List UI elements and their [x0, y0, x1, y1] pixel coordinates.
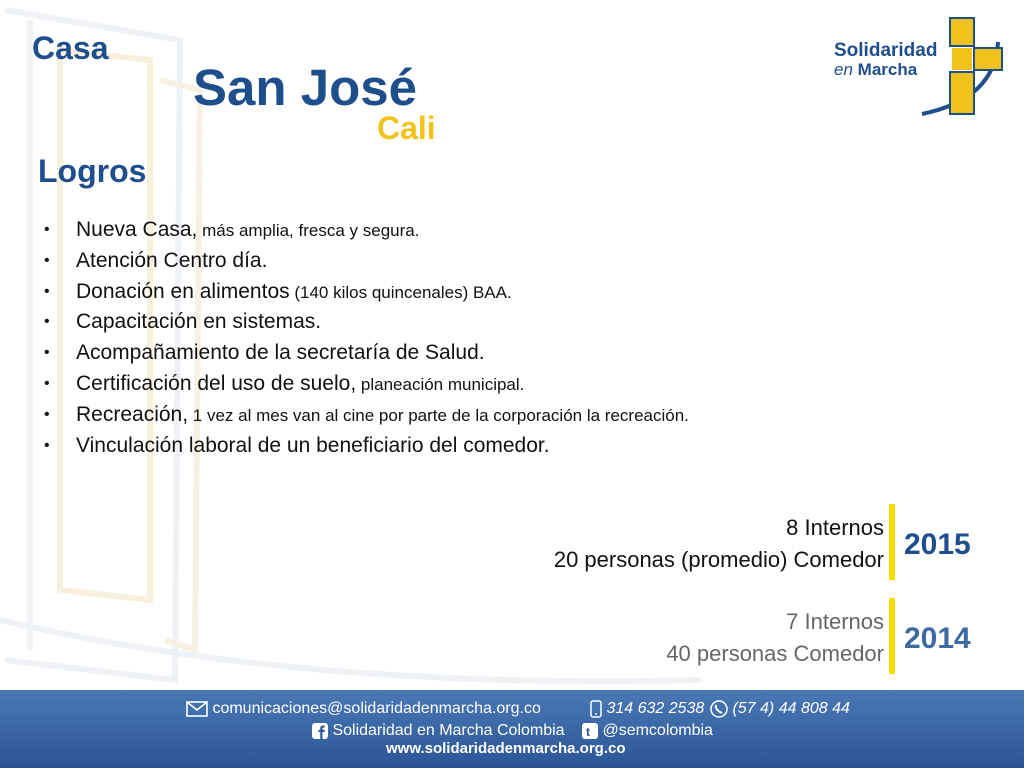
footer-twitter-row	[582, 722, 713, 740]
item-main: Donación en alimentos	[76, 279, 290, 303]
svg-text:t: t	[586, 724, 590, 739]
year-label-2014: 2014	[904, 622, 971, 655]
logo-text-line1: Solidaridad	[834, 40, 938, 61]
list-item: • Nueva Casa, más amplia, fresca y segura.	[44, 218, 420, 241]
list-item: • Donación en alimentos (140 kilos quincenales) BAA.	[44, 279, 512, 303]
phone-icon	[710, 700, 728, 718]
list-item: • Acompañamiento de la secretaría de Salud.	[44, 341, 485, 365]
stats-2014-internos: 7 Internos	[786, 609, 884, 634]
item-main: Nueva Casa,	[76, 218, 198, 241]
item-detail: planeación municipal.	[356, 374, 525, 394]
page-title: San José	[193, 59, 417, 116]
list-item: • Capacitación en sistemas.	[44, 310, 322, 334]
item-detail: 1 vez al mes van al cine por parte de la corporación la recreación.	[188, 405, 689, 425]
stats-2014-comedor: 40 personas Comedor	[666, 641, 884, 666]
footer-facebook[interactable]: Solidaridad en Marcha Colombia	[332, 722, 565, 739]
logo-text-line2	[834, 60, 917, 80]
facebook-icon	[312, 723, 328, 739]
title-casa: Casa	[32, 30, 109, 66]
item-detail: más amplia, fresca y segura.	[197, 221, 420, 240]
stats-2015-comedor: 20 personas (promedio) Comedor	[553, 547, 884, 572]
item-main: Vinculación laboral de un beneficiario del comedor.	[76, 433, 550, 457]
year-divider-2014	[889, 598, 895, 674]
footer-mobile-row	[590, 700, 704, 718]
twitter-icon	[582, 723, 598, 739]
footer-facebook-row	[312, 722, 565, 740]
list-item: • Atención Centro día.	[44, 248, 268, 272]
item-main: Certificación del uso de suelo,	[76, 371, 357, 395]
list-item: • Certificación del uso de suelo, planeación municipal.	[44, 371, 525, 395]
envelope-icon	[186, 701, 208, 717]
year-label-2015: 2015	[904, 528, 971, 561]
year-divider-2015	[889, 504, 895, 580]
achievements-list	[44, 215, 689, 461]
logo-text-marcha: Marcha	[857, 60, 918, 79]
stats-2014	[666, 606, 884, 670]
footer-phone: (57 4) 44 808 44	[732, 700, 850, 718]
item-main: Capacitación en sistemas.	[76, 310, 322, 334]
mobile-phone-icon	[590, 700, 602, 718]
item-main: Recreación,	[76, 402, 189, 426]
city-subtitle: Cali	[377, 110, 436, 146]
contact-footer	[0, 690, 1024, 768]
list-item: • Vinculación laboral de un beneficiario del comedor.	[44, 433, 550, 457]
item-main: Acompañamiento de la secretaría de Salud.	[76, 341, 485, 365]
list-item: • Recreación, 1 vez al mes van al cine por parte de la corporación la recreación.	[44, 402, 689, 426]
item-detail: (140 kilos quincenales) BAA.	[289, 282, 512, 302]
footer-email-row	[186, 700, 541, 718]
item-main: Atención Centro día.	[76, 248, 268, 272]
footer-email[interactable]: comunicaciones@solidaridadenmarcha.org.co	[212, 700, 541, 717]
stats-2015	[554, 512, 884, 576]
footer-twitter[interactable]: @semcolombia	[602, 722, 713, 739]
organization-logo	[830, 14, 1010, 118]
footer-mobile: 314 632 2538	[606, 700, 705, 718]
stats-2015-internos: 8 Internos	[786, 515, 884, 540]
footer-website-link[interactable]: www.solidaridadenmarcha.org.co	[386, 740, 626, 757]
section-title: Logros	[38, 153, 147, 189]
footer-phone-row	[710, 700, 850, 718]
logo-text-en: en	[834, 60, 853, 79]
